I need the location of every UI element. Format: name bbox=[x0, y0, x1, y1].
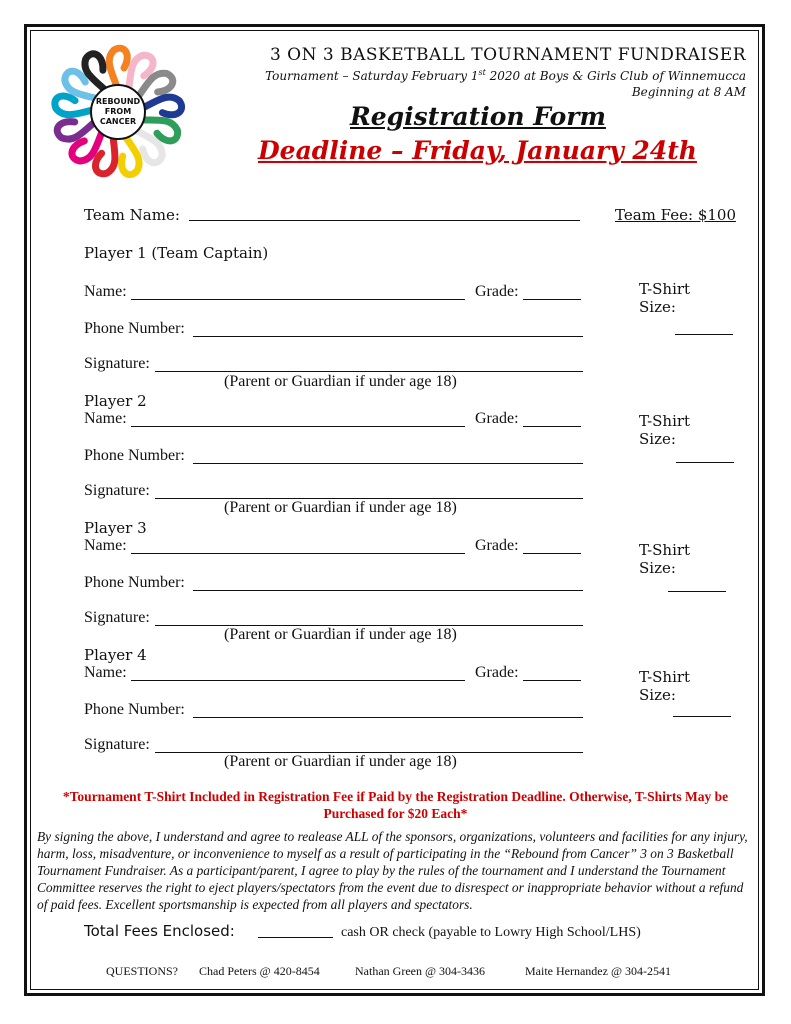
player2-guardian-note: (Parent or Guardian if under age 18) bbox=[224, 499, 457, 516]
player3-size-label: Size: bbox=[639, 559, 676, 577]
player1-phone-label: Phone Number: bbox=[84, 320, 185, 337]
ribbon-wheel-icon bbox=[42, 38, 194, 186]
player3-phone-label: Phone Number: bbox=[84, 574, 185, 591]
event-start-time: Beginning at 8 AM bbox=[631, 85, 746, 99]
player2-size-label: Size: bbox=[639, 430, 676, 448]
player3-heading: Player 3 bbox=[84, 519, 147, 537]
player3-tshirt-label: T-Shirt bbox=[639, 541, 691, 559]
contact-maite-hernandez: Maite Hernandez @ 304-2541 bbox=[525, 964, 672, 978]
player4-grade-field[interactable] bbox=[523, 680, 581, 681]
team-name-label: Team Name: bbox=[84, 206, 180, 224]
logo-text-line1: REBOUND bbox=[95, 97, 141, 106]
player1-name-label: Name: bbox=[84, 283, 127, 300]
player2-heading: Player 2 bbox=[84, 392, 147, 410]
player1-grade-label: Grade: bbox=[475, 283, 519, 300]
player4-heading: Player 4 bbox=[84, 646, 147, 664]
player2-name-field[interactable] bbox=[131, 426, 465, 427]
player4-guardian-note: (Parent or Guardian if under age 18) bbox=[224, 753, 457, 770]
player1-size-label: Size: bbox=[639, 298, 676, 316]
player2-signature-label: Signature: bbox=[84, 482, 150, 499]
player3-name-label: Name: bbox=[84, 537, 127, 554]
player4-signature-label: Signature: bbox=[84, 736, 150, 753]
player2-name-label: Name: bbox=[84, 410, 127, 427]
player4-grade-label: Grade: bbox=[475, 664, 519, 681]
player1-tshirt-label: T-Shirt bbox=[639, 280, 691, 298]
player3-size-field[interactable] bbox=[668, 591, 726, 592]
player1-heading: Player 1 (Team Captain) bbox=[84, 244, 269, 262]
player4-phone-label: Phone Number: bbox=[84, 701, 185, 718]
team-name-field[interactable] bbox=[189, 220, 580, 221]
player4-phone-field[interactable] bbox=[193, 717, 583, 718]
player1-name-field[interactable] bbox=[131, 299, 465, 300]
player3-phone-field[interactable] bbox=[193, 590, 583, 591]
player2-phone-field[interactable] bbox=[193, 463, 583, 464]
player2-tshirt-label: T-Shirt bbox=[639, 412, 691, 430]
questions-label: QUESTIONS? bbox=[106, 964, 178, 978]
liability-disclaimer: By signing the above, I understand and agree to realease ALL of the sponsors, organizations, volunteers and facilities for any injury, harm, loss, misadventure, or inconvenience to myself as a result of participating in the “Rebound from Cancer” 3 on 3 Basketball Tournament Fundraiser. As a participant/parent, I agree to play by the rules of the tournament and I understand the Tournament Committee reserves the right to eject players/spectators from the event due to disrespect or inappropriate behavior without a refund of paid fees. Excellent sportsmanship is expected from all players and spectators. bbox=[37, 829, 748, 912]
payment-note: cash OR check (payable to Lowry High School/LHS) bbox=[341, 925, 641, 940]
player3-guardian-note: (Parent or Guardian if under age 18) bbox=[224, 626, 457, 643]
team-fee: Team Fee: $100 bbox=[615, 206, 736, 224]
event-date-location: Tournament – Saturday February 1st 2020 at Boys & Girls Club of Winnemucca bbox=[265, 68, 746, 83]
contact-nathan-green: Nathan Green @ 304-3436 bbox=[355, 964, 486, 978]
event-title: 3 ON 3 BASKETBALL TOURNAMENT FUNDRAISER bbox=[269, 45, 746, 65]
player2-size-field[interactable] bbox=[676, 462, 734, 463]
logo-text-line3: CANCER bbox=[99, 117, 137, 126]
player2-phone-label: Phone Number: bbox=[84, 447, 185, 464]
player1-size-field[interactable] bbox=[675, 334, 733, 335]
player2-grade-label: Grade: bbox=[475, 410, 519, 427]
total-fees-label: Total Fees Enclosed: bbox=[84, 922, 235, 940]
form-title: Registration Form bbox=[350, 102, 606, 131]
player4-size-field[interactable] bbox=[673, 716, 731, 717]
player2-grade-field[interactable] bbox=[523, 426, 581, 427]
player3-name-field[interactable] bbox=[131, 553, 465, 554]
deadline-notice: Deadline – Friday, January 24th bbox=[258, 136, 697, 165]
player3-signature-label: Signature: bbox=[84, 609, 150, 626]
player4-tshirt-label: T-Shirt bbox=[639, 668, 691, 686]
player1-signature-label: Signature: bbox=[84, 355, 150, 372]
player1-grade-field[interactable] bbox=[523, 299, 581, 300]
rebound-from-cancer-logo bbox=[42, 38, 194, 186]
player1-signature-field[interactable] bbox=[155, 371, 583, 372]
player3-grade-field[interactable] bbox=[523, 553, 581, 554]
player4-name-label: Name: bbox=[84, 664, 127, 681]
contact-chad-peters: Chad Peters @ 420-8454 bbox=[199, 964, 320, 978]
player3-grade-label: Grade: bbox=[475, 537, 519, 554]
tshirt-note: *Tournament T-Shirt Included in Registration Fee if Paid by the Registration Deadline. Otherwise, T-Shirts May be Purchased for $20 Each* bbox=[62, 789, 729, 821]
player4-size-label: Size: bbox=[639, 686, 676, 704]
total-fees-field[interactable] bbox=[258, 937, 333, 938]
player1-guardian-note: (Parent or Guardian if under age 18) bbox=[224, 373, 457, 390]
player1-phone-field[interactable] bbox=[193, 336, 583, 337]
logo-text-line2: FROM bbox=[104, 107, 132, 116]
player4-name-field[interactable] bbox=[131, 680, 465, 681]
